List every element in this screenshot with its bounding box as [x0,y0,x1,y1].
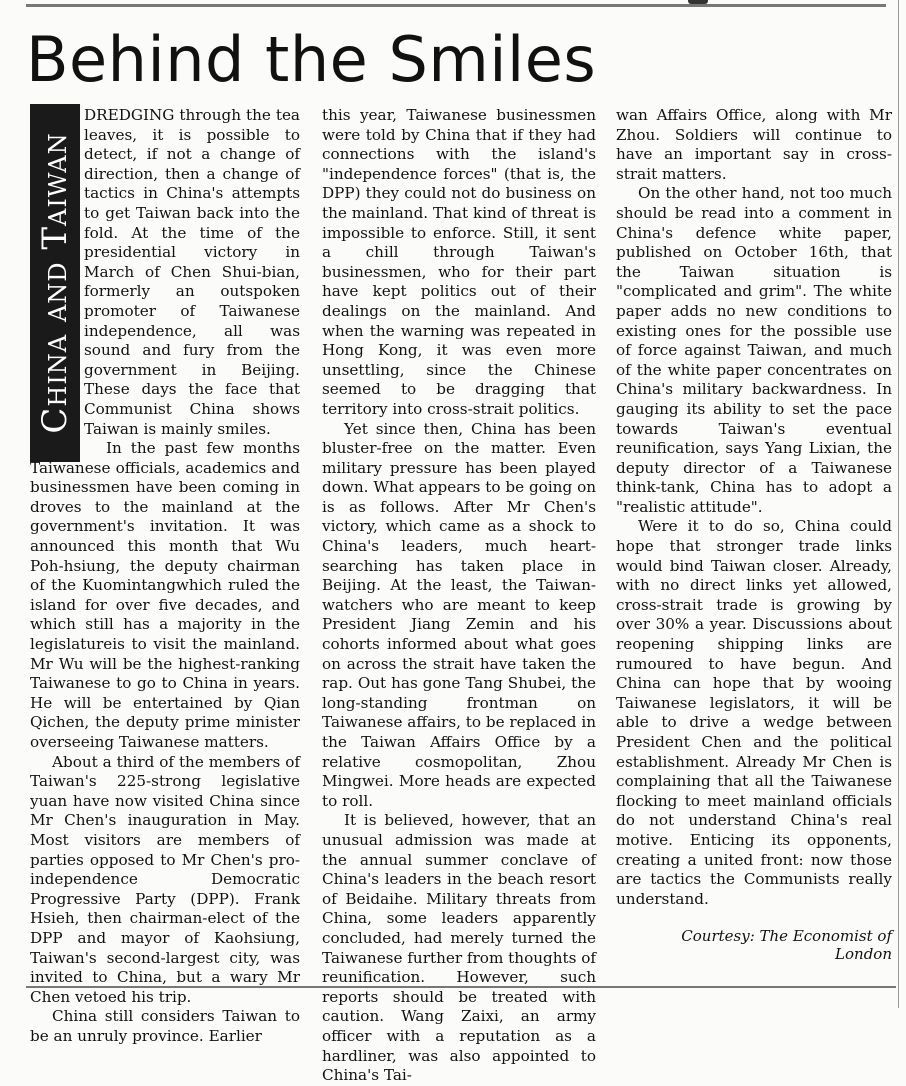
article-column-2 [322,106,596,1086]
courtesy-line: Courtesy: The Economist of [681,927,892,946]
top-rule [26,4,886,7]
kicker-spacer [30,106,84,458]
courtesy-credit [616,927,892,963]
headline: Behind the Smiles [26,23,597,96]
section-kicker: China and Taiwan [35,132,75,434]
paragraph: Yet since then, China has been bluster-free on the matter. Even military pressure has been played down. What appears to be going on is as follows. After Mr Chen's victory, which came as a shock to China's leaders, much heart-searching has taken place in Beijing. At the least, the Taiwan-watchers who are meant to keep President Jiang Zemin and his cohorts informed about what goes on across the strait have taken the rap. Out has gone Tang Shubei, the long-standing frontman on Taiwanese affairs, to be replaced in the Taiwan Affairs Office by a relative cosmopolitan, Zhou Mingwei. More heads are expected to roll. [322,419,596,810]
paragraph: Were it to do so, China could hope that stronger trade links would bind Taiwan closer. Already, with no direct links yet allowed, cross-strait trade is growing by over 30% a year. Discussions about reopening shipping links are rumoured to have begun. And China can hope that by wooing Taiwanese legislators, it will be able to drive a wedge between President Chen and the political establishment. Already Mr Chen is complaining that all the Taiwanese flocking to meet mainland officials do not understand China's real motive. Enticing its opponents, creating a united front: now those are tactics the Communists really understand. [616,517,892,908]
article-column-3 [616,106,892,963]
paragraph: On the other hand, not too much should be read into a comment in China's defence white paper, published on October 16th, that the Taiwan situation is "complicated and grim". The white paper adds no new conditions to existing ones for the possible use of force against Taiwan, and much of the white paper concentrates on China's military backwardness. In gauging its ability to set the pace towards Taiwan's eventual reunification, says Yang Lixian, the deputy director of a Taiwanese think-tank, China has to adopt a "realistic attitude". [616,184,892,516]
right-rule [898,0,899,1008]
paragraph: It is believed, however, that an unusual admission was made at the annual summer conclave of China's leaders in the beach resort of Beidaihe. Military threats from China, some leaders apparently concluded, had merely turned the Taiwanese further from thoughts of reunification. However, such reports should be treated with caution. Wang Zaixi, an army officer with a reputation as a hardliner, was also appointed to China's Tai- [322,811,596,1085]
paragraph: China still considers Taiwan to be an unruly province. Earlier [30,1007,300,1045]
page-edge-mark [688,0,708,4]
bottom-rule [26,986,896,988]
paragraph: DREDGING through the tea leaves, it is possible to detect, if not a change of direction, then a change of tactics in China's attempts to get Taiwan back into the fold. At the time of the presidential victory in March of Chen Shui-bian, formerly an outspoken promoter of Taiwanese independence, all was sound and fury from the government in Beijing. These days the face that Communist China shows Taiwan is mainly smiles. [84,106,300,438]
paragraph: this year, Taiwanese businessmen were told by China that if they had connections with the island's "independence forces" (that is, the DPP) they could not do business on the mainland. That kind of threat is impossible to enforce. Still, it sent a chill through Taiwan's businessmen, who for their part have kept politics out of their dealings on the mainland. And when the warning was repeated in Hong Kong, it was even more unsettling, since the Chinese seemed to be dragging that territory into cross-strait politics. [322,106,596,418]
courtesy-line: London [835,945,892,964]
paragraph: In the past few months Taiwanese officials, academics and businessmen have been coming in droves to the mainland at the government's invitation. It was announced this month that Wu Poh-hsiung, the deputy chairman of the Kuomintangwhich ruled the island for over five decades, and which still has a majority in the legislatureis to visit the mainland. Mr Wu will be the highest-ranking Taiwanese to go to China in years. He will be entertained by Qian Qichen, the deputy prime minister overseeing Taiwanese matters. [30,439,300,751]
article-column-1 [30,106,300,1047]
paragraph: wan Affairs Office, along with Mr Zhou. Soldiers will continue to have an important say in cross-strait matters. [616,106,892,183]
paragraph: About a third of the members of Taiwan's 225-strong legislative yuan have now visited China since Mr Chen's inauguration in May. Most visitors are members of parties opposed to Mr Chen's pro-independence Democratic Progressive Party (DPP). Frank Hsieh, then chairman-elect of the DPP and mayor of Kaohsiung, Taiwan's second-largest city, was invited to China, but a wary Mr Chen vetoed his trip. [30,752,300,1006]
